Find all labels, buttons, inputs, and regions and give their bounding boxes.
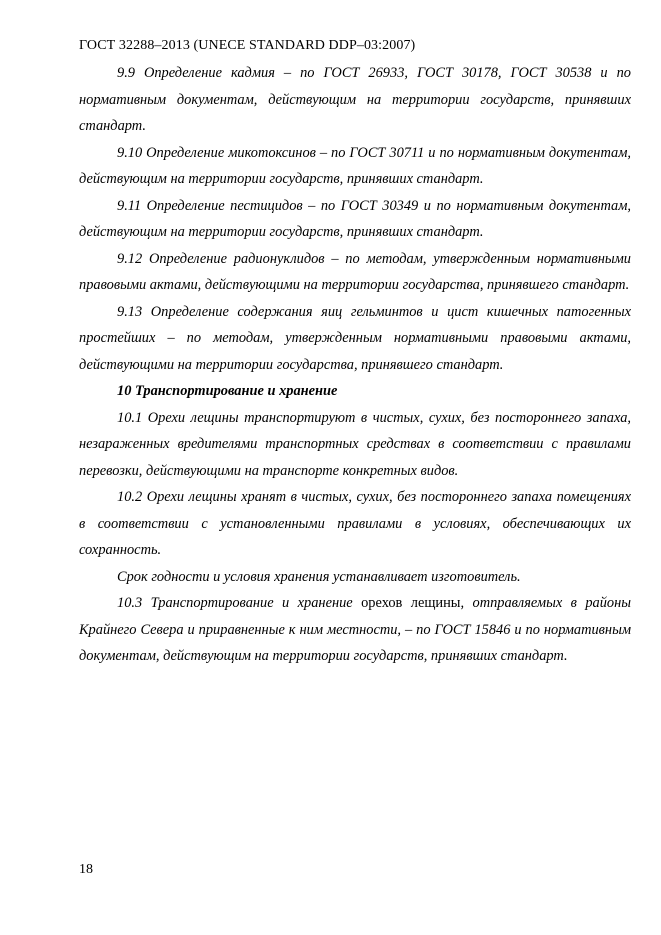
paragraph-10-3 (79, 590, 631, 670)
paragraph-9-10: 9.10 Определение микотоксинов – по ГОСТ 30711 и по нормативным докуmентам, действующим на территории государств, принявших стандарт. (79, 144, 631, 187)
paragraph-10-3-product: орехов лещины (361, 595, 461, 611)
paragraph-9-12: 9.12 Определение радионуклидов – по методам, утвержденным нормативными правовыми актами, действующими на территории государства, принявшего стандарт. (79, 250, 631, 293)
document-body (79, 60, 631, 670)
paragraph-9-9: 9.9 Определение кадмия – по ГОСТ 26933, ГОСТ 30178, ГОСТ 30538 и по нормативным документам, действующим на территории государств, принявших стандарт. (79, 65, 631, 134)
paragraph-10-3-rest: , отправляемых в районы Крайнего Севера и приравненные к ним местности, – по ГОСТ 15846 и по нормативным документам, действующим на территории государств, принявших стандарт. (79, 595, 631, 664)
paragraph-9-11: 9.11 Определение пестицидов – по ГОСТ 30349 и по нормативным докуmентам, действующим на территории государств, принявших стандарт. (79, 197, 631, 240)
paragraph-10-2: 10.2 Орехи лещины хранят в чистых, сухих, без постороннего запаха помещениях в соответствии с установленными правилами в условиях, обеспечивающих их сохранность. (79, 489, 631, 558)
paragraph-10-3-lead: 10.3 Транспортирование и хранение (117, 595, 362, 611)
paragraph-10-1: 10.1 Орехи лещины транспортируют в чистых, сухих, без постороннего запаха, незараженных вредителями транспортных средствах в соответствии с правилами перевозки, действующими на транспорте конкретных видов. (79, 409, 631, 479)
paragraph-9-13: 9.13 Определение содержания яиц гельминтов и цист кишечных патогенных простейших – по методам, утвержденным нормативными правовыми актами, действующими на территории государства, принявшего стандарт. (79, 303, 631, 373)
section-10-title: 10 Транспортирование и хранение (117, 383, 338, 399)
document-header: ГОСТ 32288–2013 (UNECE STANDARD DDP–03:2007) (79, 38, 416, 53)
page-number: 18 (79, 862, 93, 877)
paragraph-shelf-life: Срок годности и условия хранения устанавливает изготовитель. (117, 568, 521, 585)
